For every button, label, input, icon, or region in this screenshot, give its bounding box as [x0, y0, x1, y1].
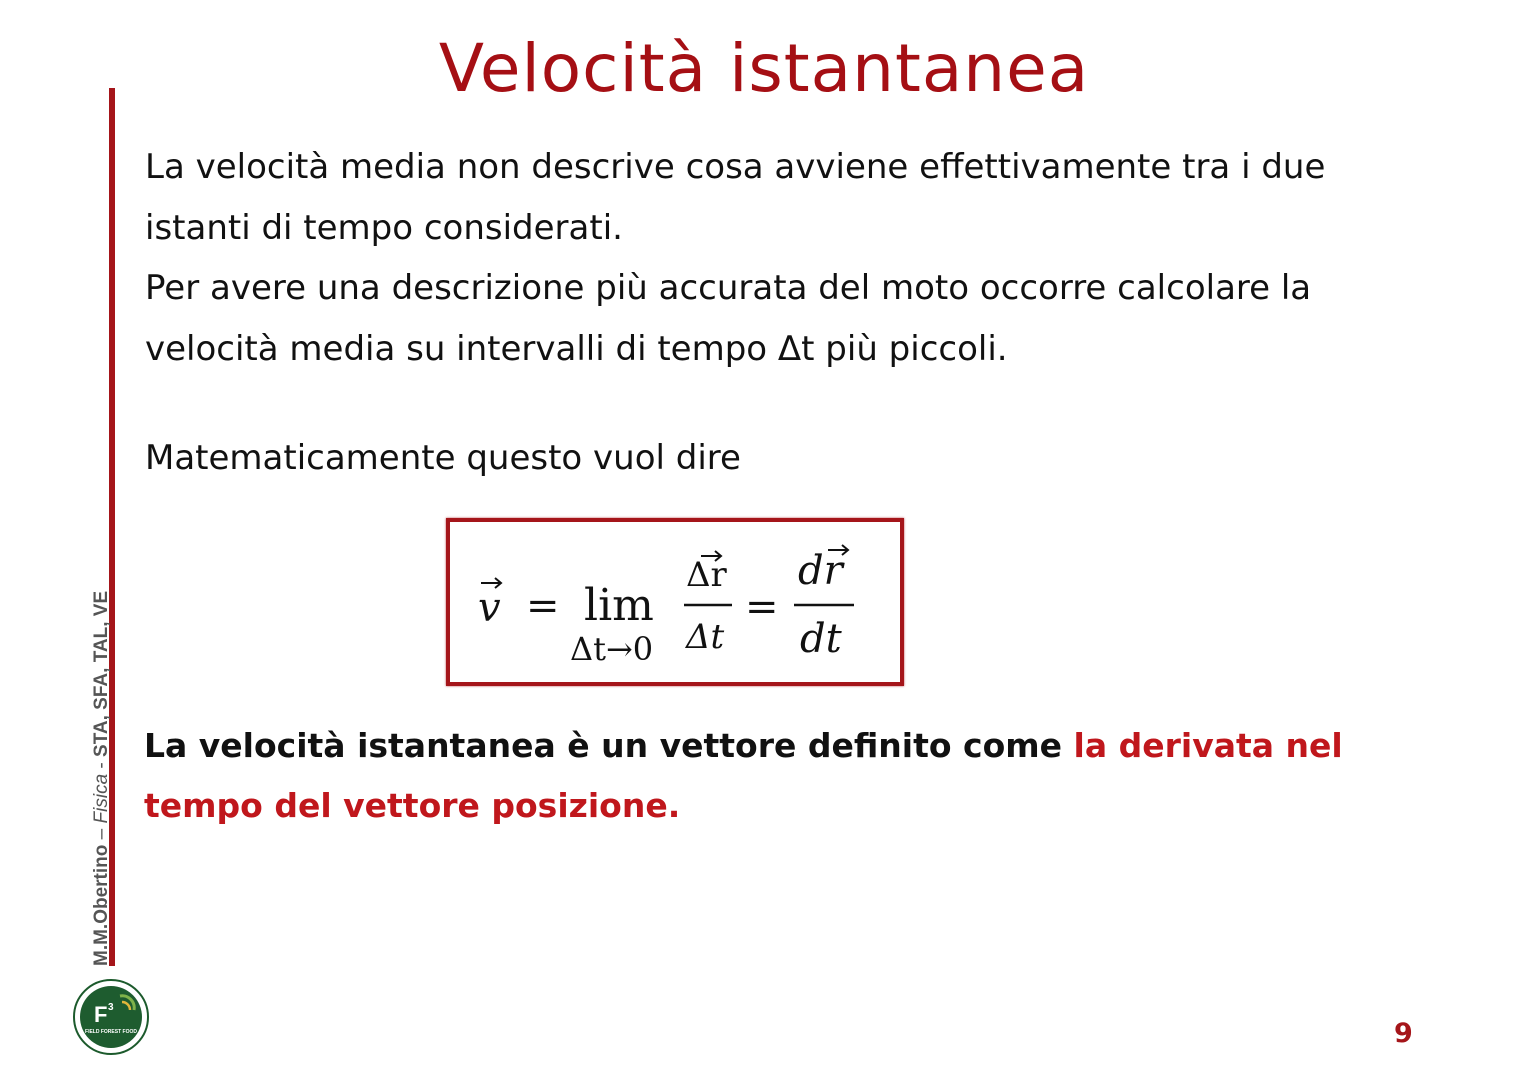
author-name: M.M.Obertino [91, 844, 112, 966]
frac2-denominator: dt [800, 616, 842, 662]
frac1-numerator: Δr [686, 555, 727, 595]
logo-caption: FIELD FOREST FOOD [85, 1029, 137, 1035]
formula-box [446, 518, 904, 686]
formula-equals-1: = [526, 583, 560, 629]
paragraph-2: Per avere una descrizione più accurata del moto occorre calcolare la velocità media su intervalli di tempo Δt più piccoli. [145, 268, 1312, 369]
subject-name: Fisica [91, 773, 112, 824]
formula-lim: lim [584, 580, 654, 631]
body-text [145, 137, 1435, 379]
separator-2: - [91, 756, 112, 774]
field-forest-food-logo [72, 978, 150, 1056]
course-list: STA, SFA, TAL, VE [91, 590, 112, 757]
definition-text [144, 716, 1404, 836]
side-footer-text [91, 591, 113, 966]
velocity-formula [450, 522, 900, 682]
frac2-numerator: dr [798, 548, 843, 594]
separator-1: – [91, 823, 112, 845]
math-intro-text: Matematicamente questo vuol dire [145, 438, 741, 478]
formula-lhs: v [478, 585, 501, 631]
slide-title: Velocità istantanea [438, 30, 1090, 107]
logo-emblem-icon [72, 978, 150, 1056]
formula-equals-2: = [745, 584, 779, 630]
logo-sup: 3 [108, 1002, 114, 1013]
frac1-denominator: Δt [686, 617, 725, 657]
definition-highlight: la derivata nel tempo del vettore posizione. [144, 726, 1343, 825]
definition-prefix: La velocità istantanea è un vettore definito come [144, 726, 1074, 765]
formula-lim-sub: Δt→0 [570, 630, 654, 668]
logo-mark: F [94, 1002, 108, 1027]
paragraph-1: La velocità media non descrive cosa avviene effettivamente tra i due istanti di tempo considerati. [145, 147, 1326, 248]
page-number: 9 [1394, 1018, 1413, 1049]
